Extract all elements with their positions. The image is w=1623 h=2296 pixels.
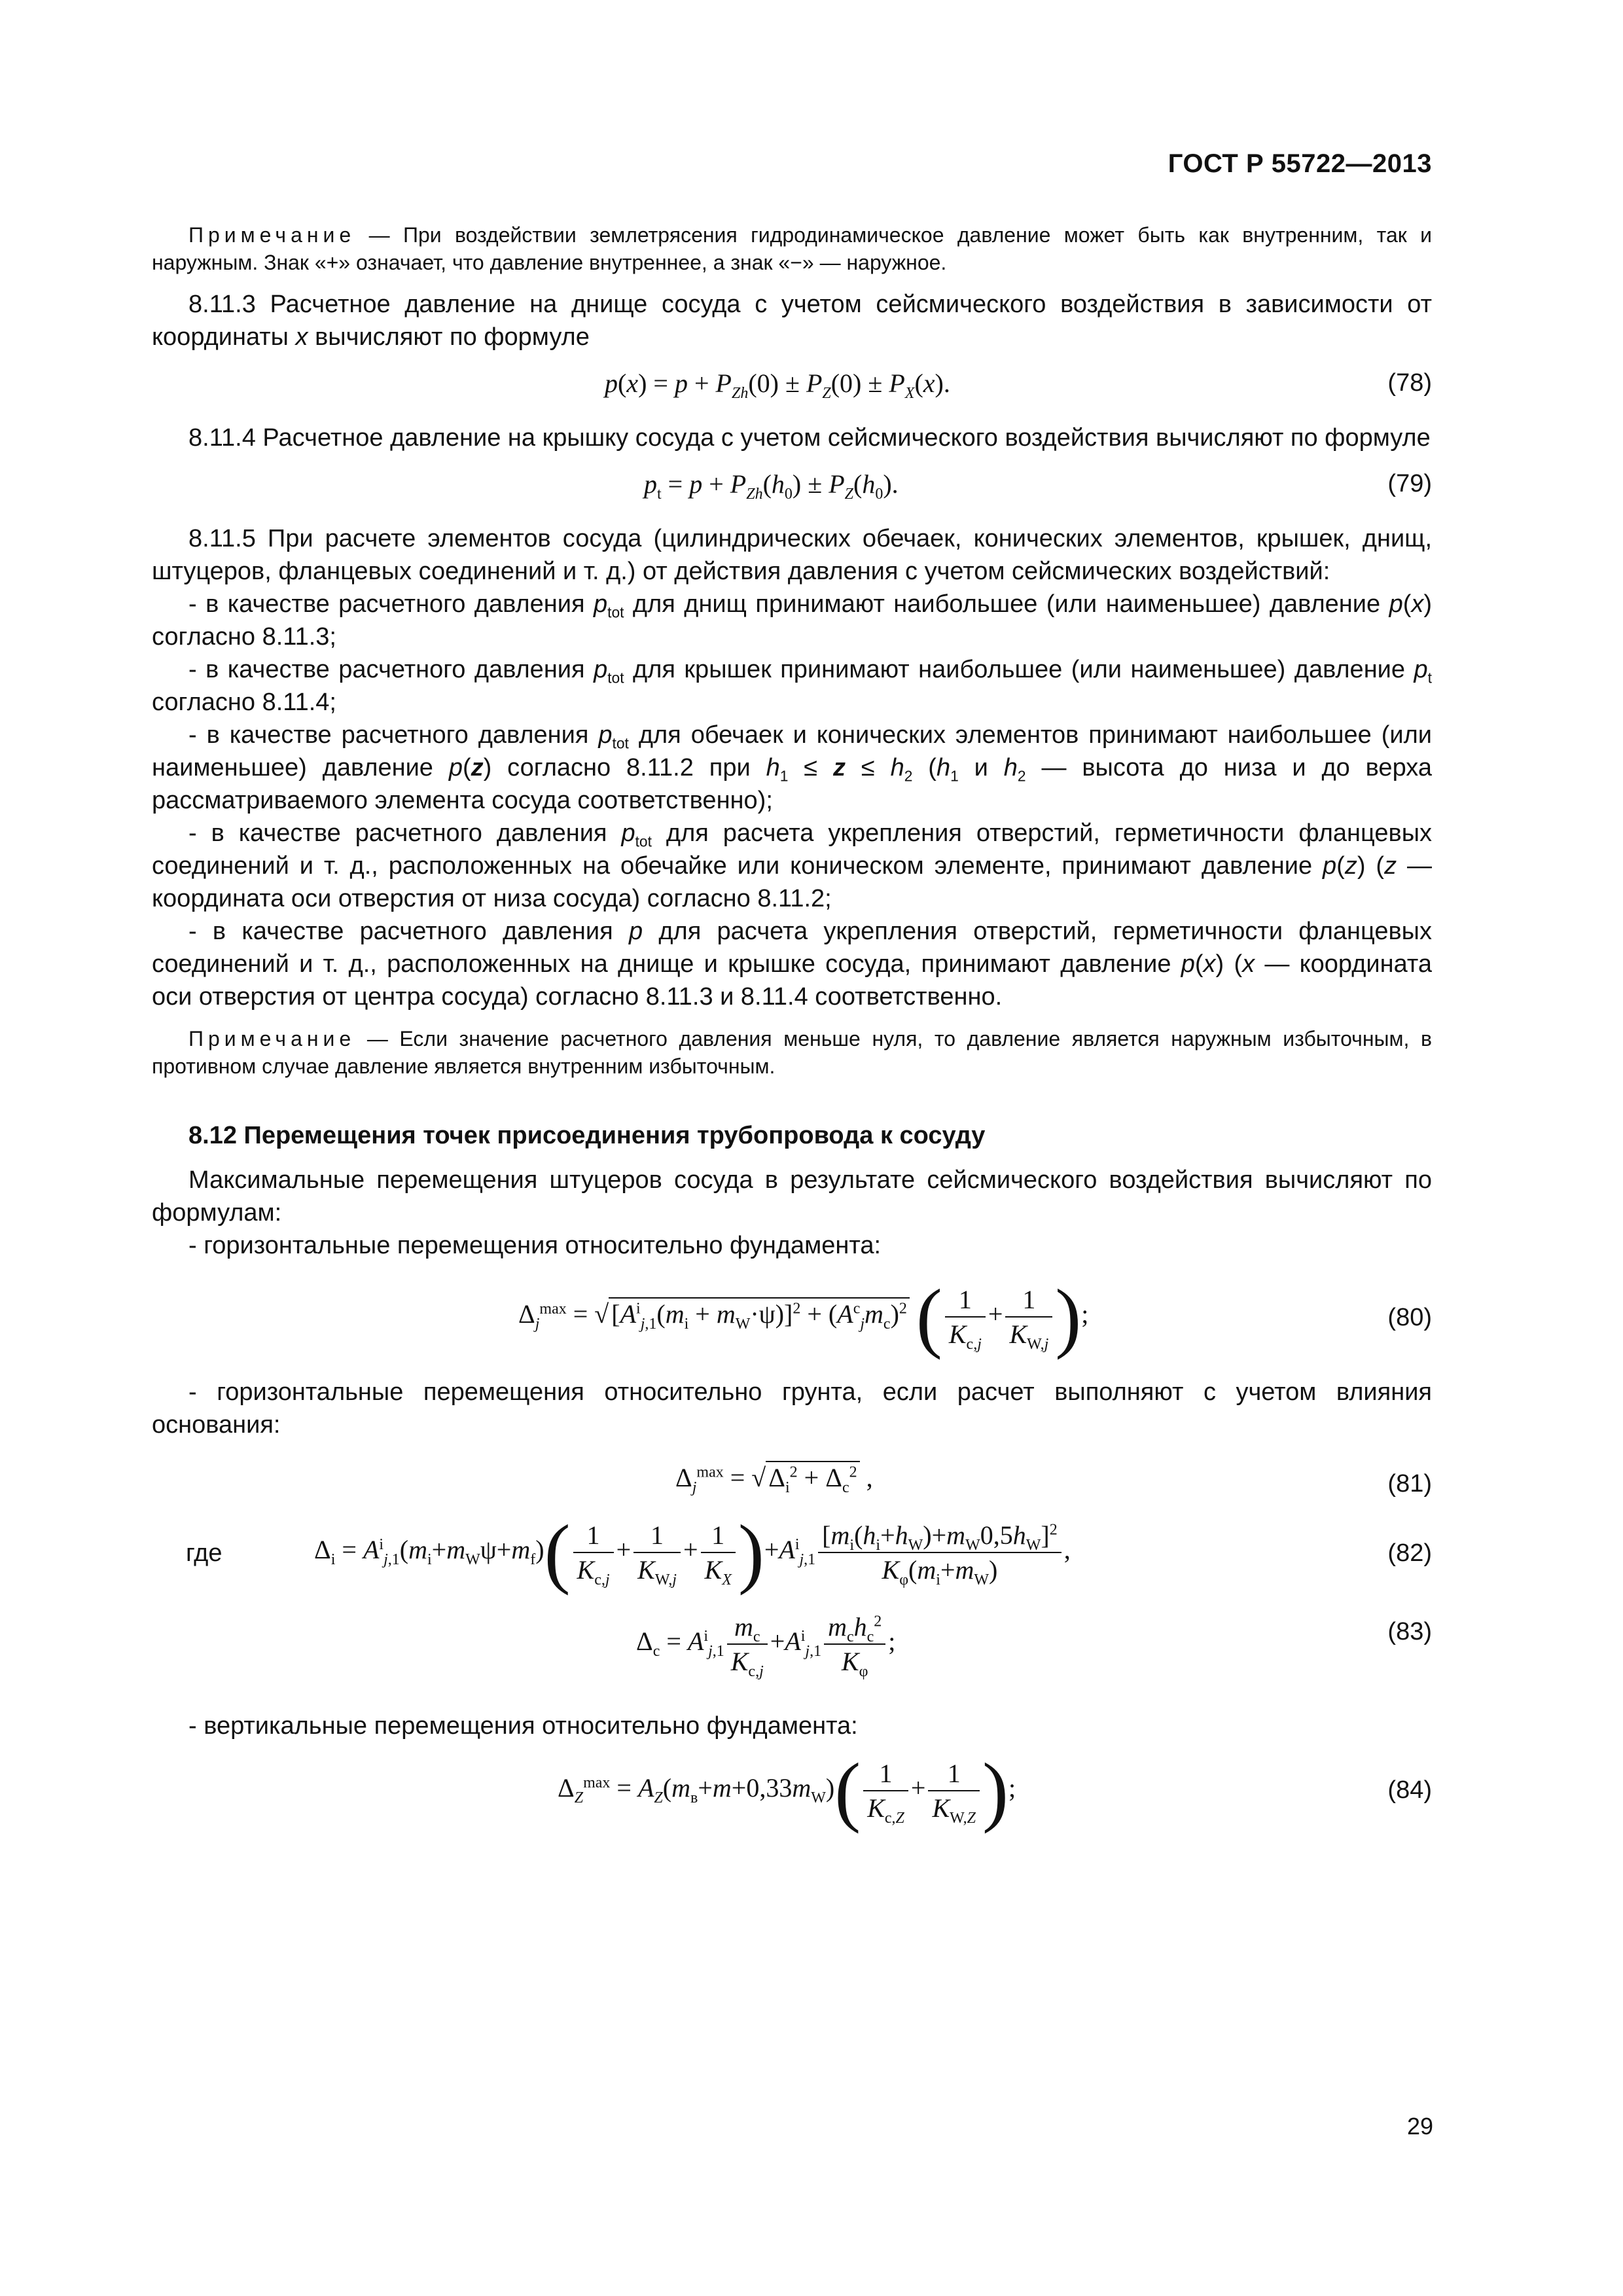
formula-83-expression: $\Delta_c = A^i_{j,1}$ $\frac{m_c}{K_{c,j}}$ $+A^i_{j,1}$ $\frac{m_ch_c^2}{K_\varphi}$ ; [636, 1612, 896, 1680]
paragraph-8-12-intro: Максимальные перемещения штуцеров сосуда в результате сейсмического воздействия вычисляют по формулам: [152, 1166, 1432, 1227]
where-label: где [186, 1539, 223, 1567]
formula-82 [152, 1509, 1432, 1596]
list-item: - в качестве расчетного давления $p_{tot}$ для обечаек и конических элементов принимают наибольшее (или наименьшее) давление p(z) согласно 8.11.2 при $h_1 \le z \le h_2$ ($h_1$ и $h_2$ — высота до низа и до верха рассматриваемого элемента сосуда соответственно); [152, 721, 1433, 814]
paragraph-8-11-4: 8.11.4 Расчетное давление на крышку сосуда с учетом сейсмического воздействия вычисляют по формуле [188, 424, 1431, 452]
formula-83 [152, 1611, 1432, 1680]
equation-number: (79) [1387, 470, 1432, 497]
note-label: Примечание [188, 1027, 356, 1050]
formula-82-expression: $\Delta_i = A^i_{j,1}(m_i+m_W\psi+m_f)$( $\frac{1}{K_{c,j}}$ + $\frac{1}{K_{W,j}}$ + $\frac{1}{K_X}$ )$+A^i_{j,1}$ $\frac{[m_i(h_i+h_W)+m_W0,5h_W]^2}{K_\varphi(m_i+m_W)}$ , [314, 1509, 1071, 1596]
formula-81 [152, 1461, 1432, 1507]
equation-number: (83) [1387, 1618, 1432, 1645]
list-item: - в качестве расчетного давления p для расчета укрепления отверстий, герметичности фланцевых соединений и т. д., расположенных на днище и крышке сосуда, принимают давление p(x) (x — координата оси отверстия от центра сосуда) согласно 8.11.3 и 8.11.4 соответственно. [152, 918, 1432, 1011]
note-text: — При воздействии землетрясения гидродинамическое давление может быть как внутренним, так и наружным. Знак «+» означает, что давление внутреннее, а знак «−» — наружное. [152, 223, 1432, 274]
formula-80-expression: $\Delta_j^{max}$ = √ $[A^i_{j,1}(m_i + m_W\cdot\psi)]^2 + (A^c_jm_c)^2$ ( $\frac{1}{K_{c,j}}$ + $\frac{1}{K_{W,j}}$ ); [518, 1273, 1089, 1360]
list-item: - в качестве расчетного давления $p_{tot}$ для расчета укрепления отверстий, герметичности фланцевых соединений и т. д., расположенных на обечайке или коническом элементе, принимают давление p(z) (z — координата оси отверстия от низа сосуда) согласно 8.11.2; [152, 819, 1433, 912]
page-number: 29 [1406, 2113, 1433, 2140]
formula-78-expression: $p(x) = p + P_{Zh}(0) \pm P_Z(0) \pm P_X(x)$. [605, 368, 950, 402]
equation-number: (81) [1387, 1470, 1432, 1498]
paragraph-8-11-5: 8.11.5 При расчете элементов сосуда (цилиндрических обечаек, конических элементов, крышек, днищ, штуцеров, фланцевых соединений и т. д.) от действия давления с учетом сейсмических воздействий: [152, 525, 1432, 585]
formula-84-expression: $\Delta_Z^{max} = A_Z(m_в+m+0,33m_W)$( $\frac{1}{K_{c,Z}}$ + $\frac{1}{K_{W,Z}}$ ); [558, 1747, 1016, 1834]
page-content [152, 221, 1433, 1834]
equation-number: (84) [1387, 1776, 1432, 1804]
formula-79 [152, 469, 1432, 508]
section-heading-8-12: 8.12 Перемещения точек присоединения трубопровода к сосуду [188, 1122, 986, 1149]
equation-number: (82) [1387, 1539, 1432, 1567]
formula-78 [152, 368, 1432, 407]
equation-number: (78) [1387, 369, 1432, 397]
note-seismic-pressure [152, 221, 1432, 276]
formula-81-expression: $\Delta_j^{max}$ = √ $\Delta_i^2 + \Delta_c^2$ , [675, 1461, 873, 1493]
list-item: - в качестве расчетного давления $p_{tot}$ для крышек принимают наибольшее (или наименьшее) давление $p_t$ согласно 8.11.4; [152, 656, 1432, 716]
paragraph-horizontal-foundation: - горизонтальные перемещения относительно фундамента: [188, 1232, 882, 1259]
paragraph-horizontal-ground: - горизонтальные перемещения относительно грунта, если расчет выполняют с учетом влияния основания: [152, 1378, 1432, 1439]
paragraph-vertical-foundation: - вертикальные перемещения относительно фундамента: [188, 1712, 858, 1740]
document-code: ГОСТ Р 55722—2013 [1168, 149, 1432, 178]
formula-80 [152, 1273, 1432, 1360]
equation-number: (80) [1387, 1304, 1432, 1331]
paragraph-8-11-3: 8.11.3 Расчетное давление на днище сосуда с учетом сейсмического воздействия в зависимости от координаты x вычисляют по формуле [152, 291, 1432, 351]
list-item: - в качестве расчетного давления $p_{tot}$ для днищ принимают наибольшее (или наименьшее) давление p(x) согласно 8.11.3; [152, 590, 1433, 651]
note-label: Примечание [188, 223, 356, 247]
note-text: — Если значение расчетного давления меньше нуля, то давление является наружным избыточным, в противном случае давление является внутренним избыточным. [152, 1027, 1432, 1078]
note-negative-pressure [152, 1025, 1432, 1080]
formula-79-expression: $p_t = p + P_{Zh}(h_0) \pm P_Z(h_0)$. [644, 469, 899, 503]
formula-84 [152, 1747, 1432, 1834]
